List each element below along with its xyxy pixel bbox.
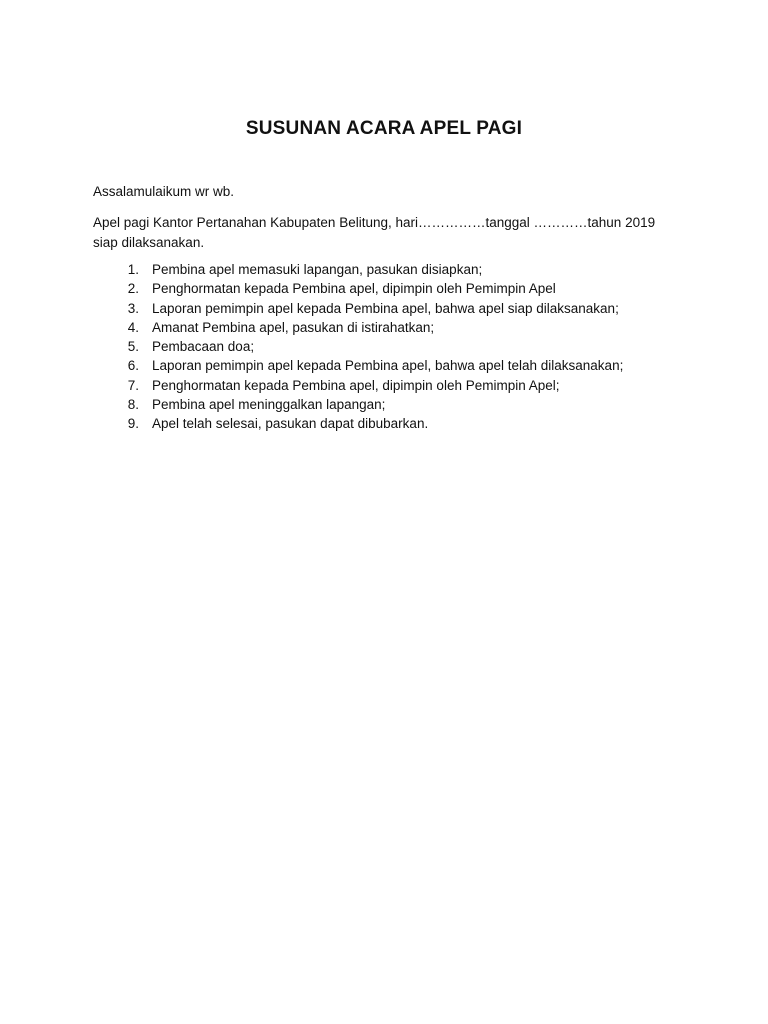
agenda-item-number: 8. bbox=[127, 397, 139, 413]
agenda-item-text: Pembina apel meninggalkan lapangan; bbox=[152, 397, 386, 413]
agenda-item-text: Penghormatan kepada Pembina apel, dipimpin oleh Pemimpin Apel bbox=[152, 281, 556, 297]
agenda-item bbox=[93, 279, 623, 298]
agenda-item bbox=[93, 356, 623, 375]
agenda-item-text: Pembina apel memasuki lapangan, pasukan disiapkan; bbox=[152, 262, 483, 277]
agenda-item bbox=[93, 376, 623, 395]
document-title: SUSUNAN ACARA APEL PAGI bbox=[245, 118, 523, 139]
agenda-item bbox=[93, 414, 623, 433]
agenda-item-number: 4. bbox=[127, 319, 139, 335]
agenda-item bbox=[93, 299, 623, 318]
intro-paragraph: Apel pagi Kantor Pertanahan Kabupaten Belitung, hari……………tanggal …………tahun 2019 siap dilaksanakan. bbox=[93, 215, 656, 250]
agenda-list bbox=[93, 260, 623, 434]
agenda-item bbox=[93, 395, 623, 414]
agenda-item-text: Penghormatan kepada Pembina apel, dipimpin oleh Pemimpin Apel; bbox=[152, 377, 560, 393]
agenda-item-number: 9. bbox=[127, 416, 139, 432]
agenda-item-text: Pembacaan doa; bbox=[152, 339, 255, 355]
agenda-item bbox=[93, 318, 623, 337]
agenda-item-number: 7. bbox=[127, 377, 139, 393]
agenda-item-number: 5. bbox=[127, 339, 139, 355]
agenda-item-text: Laporan pemimpin apel kepada Pembina apel, bahwa apel siap dilaksanakan; bbox=[152, 300, 619, 316]
agenda-item-number: 6. bbox=[127, 358, 139, 374]
agenda-item-text: Apel telah selesai, pasukan dapat dibubarkan. bbox=[152, 416, 429, 432]
agenda-item-number: 2. bbox=[127, 281, 139, 297]
agenda-item bbox=[93, 260, 623, 279]
greeting-text: Assalamulaikum wr wb. bbox=[93, 184, 235, 199]
agenda-item-number: 3. bbox=[127, 300, 139, 316]
agenda-item bbox=[93, 337, 623, 356]
agenda-item-number: 1. bbox=[127, 262, 139, 277]
agenda-item-text: Laporan pemimpin apel kepada Pembina apel, bahwa apel telah dilaksanakan; bbox=[152, 358, 624, 374]
agenda-item-text: Amanat Pembina apel, pasukan di istirahatkan; bbox=[152, 319, 435, 335]
